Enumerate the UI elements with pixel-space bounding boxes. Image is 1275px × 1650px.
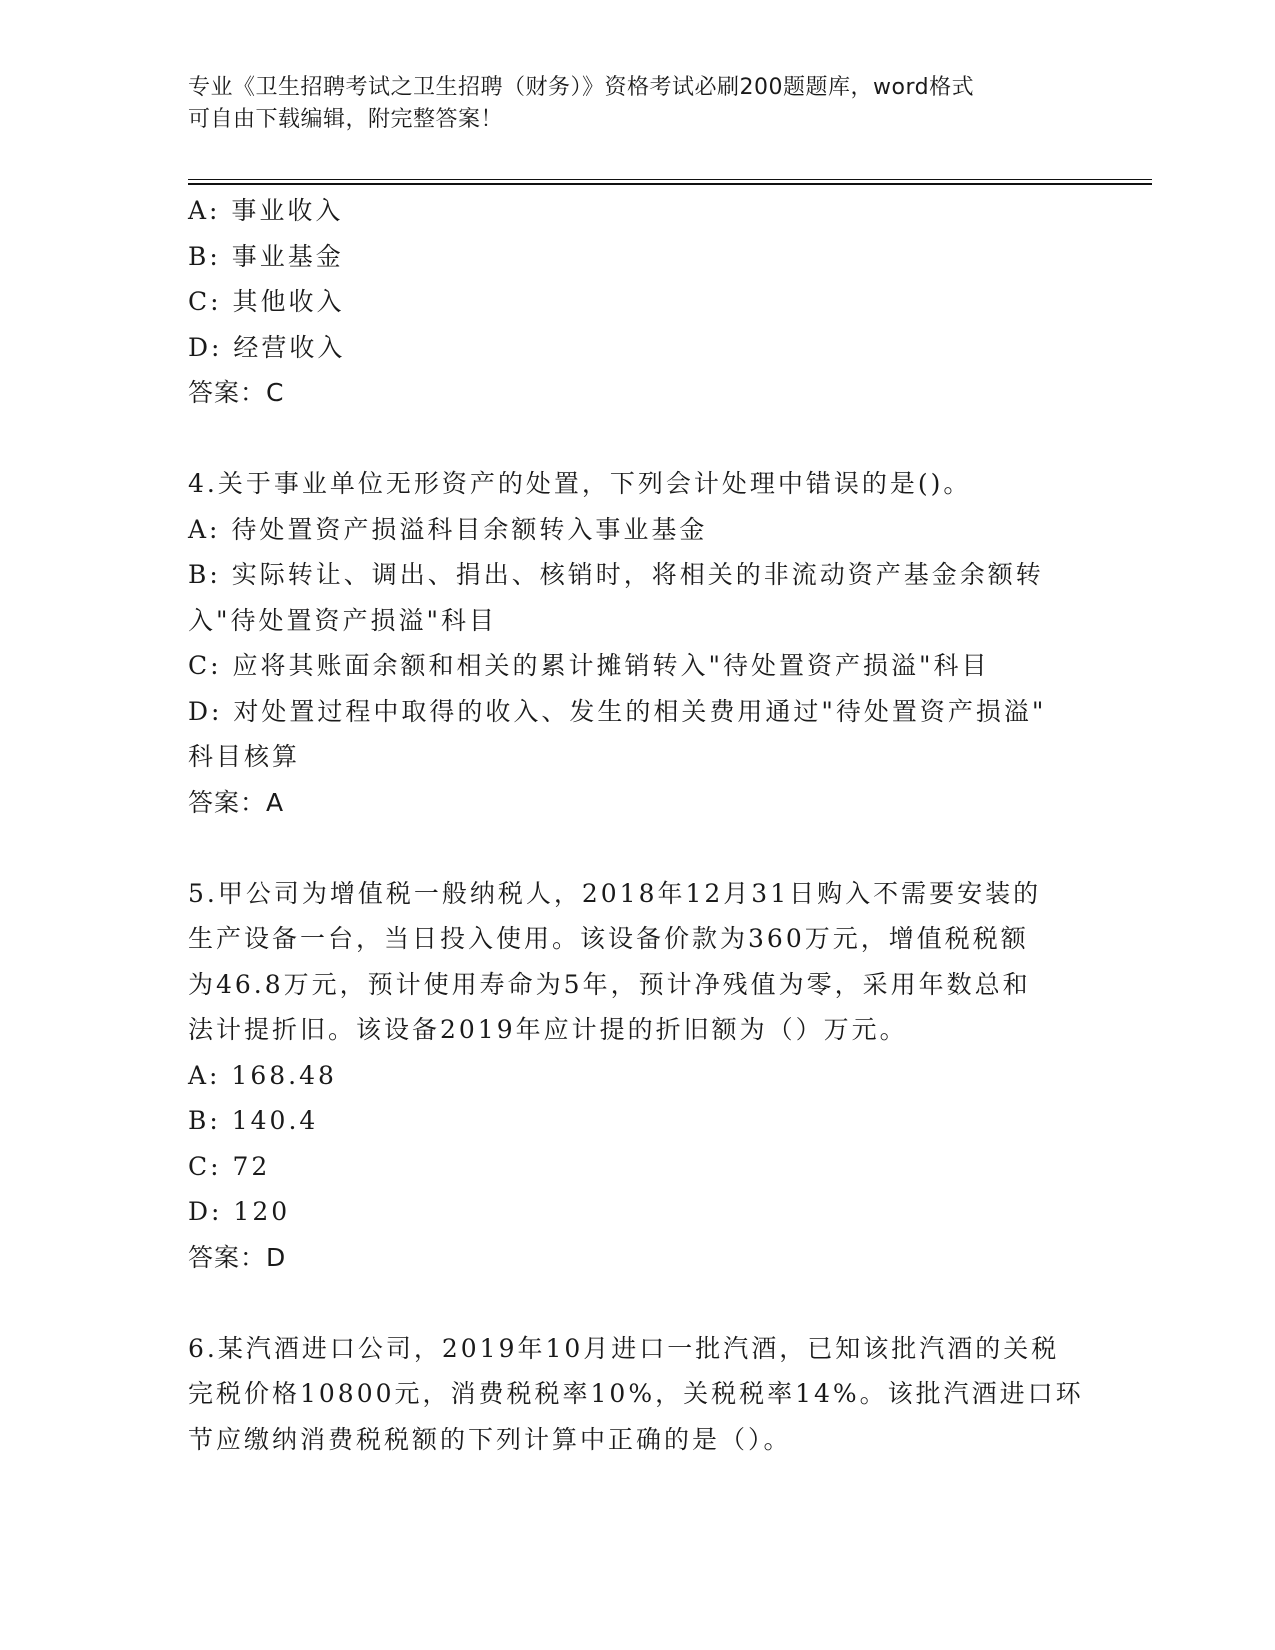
- answer: 答案：A: [188, 787, 285, 817]
- answer: 答案：D: [188, 1242, 287, 1272]
- option-c: C: 应将其账面余额和相关的累计摊销转入"待处置资产损溢"科目: [188, 651, 990, 680]
- option-a: A: 待处置资产损溢科目余额转入事业基金: [188, 514, 708, 544]
- question-stem: 4.关于事业单位无形资产的处置，下列会计处理中错误的是()。: [188, 469, 972, 498]
- question-6: [188, 1326, 1084, 1463]
- option-c: C: 72: [188, 1151, 271, 1181]
- option-b: B: 140.4: [188, 1106, 319, 1135]
- spacer: [188, 1280, 1068, 1326]
- header-divider-thick: [188, 183, 1152, 185]
- option-b-line-1: B: 实际转让、调出、捐出、核销时，将相关的非流动资产基金余额转: [188, 560, 1044, 589]
- question-stem-line-3: 为46.8万元，预计使用寿命为5年，预计净残值为零，采用年数总和: [188, 969, 1031, 999]
- spacer: [188, 416, 1068, 462]
- question-5: [188, 871, 1068, 1281]
- option-d-line-1: D: 对处置过程中取得的收入、发生的相关费用通过"待处置资产损溢": [188, 696, 1047, 726]
- option-a: A: 事业收入: [188, 196, 344, 225]
- option-b: B: 事业基金: [188, 241, 344, 271]
- question-stem-line-4: 法计提折旧。该设备2019年应计提的折旧额为（）万元。: [188, 1015, 908, 1044]
- question-content: [188, 188, 1084, 1462]
- question-stem-line-1: 5.甲公司为增值税一般纳税人，2018年12月31日购入不需要安装的: [188, 878, 1042, 908]
- question-stem-line-2: 完税价格10800元，消费税税率10%，关税税率14%。该批汽酒进口环: [188, 1379, 1084, 1408]
- header-line-1: 专业《卫生招聘考试之卫生招聘（财务）》资格考试必刷200题题库，word格式: [188, 75, 975, 100]
- option-d: D: 经营收入: [188, 332, 346, 362]
- question-stem-line-1: 6.某汽酒进口公司，2019年10月进口一批汽酒，已知该批汽酒的关税: [188, 1333, 1060, 1363]
- header-line-2: 可自由下载编辑，附完整答案！: [188, 107, 504, 132]
- option-b-line-2: 入"待处置资产损溢"科目: [188, 605, 497, 635]
- option-a: A: 168.48: [188, 1060, 337, 1090]
- answer: 答案：C: [188, 378, 285, 407]
- document-header: [188, 72, 1068, 136]
- spacer: [188, 825, 1068, 871]
- question-stem-line-3: 节应缴纳消费税税额的下列计算中正确的是（）。: [188, 1424, 792, 1454]
- question-stem-line-2: 生产设备一台，当日投入使用。该设备价款为360万元，增值税税额: [188, 924, 1029, 953]
- option-d: D: 120: [188, 1197, 291, 1226]
- header-divider-thin: [188, 179, 1152, 180]
- question-4: [188, 461, 1068, 825]
- option-c: C: 其他收入: [188, 287, 345, 316]
- option-d-line-2: 科目核算: [188, 742, 301, 771]
- question-3: [188, 188, 1068, 416]
